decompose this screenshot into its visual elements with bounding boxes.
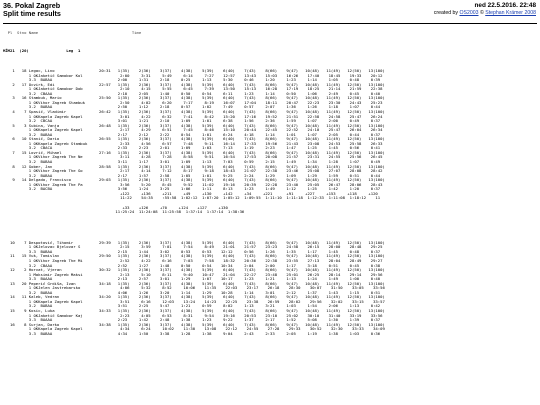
result-line: 12 2 Horvat, Vjeran 30:32 1(35) 2(36) 3(37) 4(38) 5(39) 6(40) 7(43) 8(66) 9(47) 10(48) 11(49) 12(50) 13(100) — [3, 267, 385, 273]
result-line: 1 18 Legac, Lino 20:31 1(35) 2(36) 3(37) 4(38) 5(39) 6(40) 7(43) 8(66) 9(47) 10(48) 11(49) 12(50) 13(100) — [3, 68, 385, 74]
page-header — [3, 2, 61, 18]
result-line: 3.2 BABAA 3:51 2:25 5:47 1:21 0:59 8:02 1:13 3:21 1:03 1:54 2:06 1:13 0:42 — [3, 303, 381, 309]
result-line: 7 15 Lovrić, Mihael 27:16 1(35) 2(36) 3(37) 4(38) 5(39) 6(40) 7(43) 8(66) 9(47) 10(48) 11(49) 12(50) 13(100) — [3, 149, 385, 155]
result-line: 16 8 Surjan, Darko 34:38 1(35) 2(36) 3(37) 4(38) 5(39) 6(40) 7(43) 8(66) 9(47) 10(48) 11(49) 12(50) 13(100) — [3, 321, 385, 327]
credit-link-author[interactable]: Stephan Krämer 2008 — [485, 10, 536, 16]
result-line: 1 OKJaketić Samobor Dob 2:10 4:15 5:55 6:45 7:39 13:50 15:13 16:28 17:19 18:25 21:14 21:59 22:38 — [3, 86, 383, 92]
result-line: +122 +136 +211 +49 +130 +142 +34 +221 +91 +227 +153 +118 +120 — [3, 190, 378, 196]
result-line: 1 OKVihor Zagreb The Pa 3:56 5:20 8:45 9:52 11:02 19:16 20:39 22:28 23:40 25:05 26:47 28:06 28:43 — [3, 181, 383, 187]
result-line: 3.3 BAAAA 2:13 2:57 3:01 1:29 1:07 10:17 1:23 1:21 1:13 1:24 1:49 1:00 0:40 — [3, 276, 381, 282]
report-date: ned 22.5.2016. 22:48 — [474, 2, 536, 9]
result-line: 13 20 Peperić Grdiša, Ivan 34:18 1(35) 2(36) 3(37) 4(38) 5(39) 6(40) 7(43) 8(66) 9(47) 10(48) 11(49) 12(50) 13(100) — [3, 280, 385, 286]
credit-separator: © — [478, 10, 486, 16]
result-line: 9 14 Delgado, Francisco 29:03 1(35) 2(36) 3(37) 4(38) 5(39) 6(40) 7(43) 8(66) 9(47) 10(48) 11(49) 12(50) 13(100) — [3, 177, 385, 183]
result-line: 3.3 BABAA 2:15 1:44 3:02 0:53 0:53 12:12 0:56 1:26 1:35 1:17 1:45 0:48 0:37 — [3, 248, 381, 254]
result-line: 3.2 BABAA 4:06 1:26 3:20 1:14 1:29 10:28 1:14 3:01 2:12 1:37 1:43 1:15 0:51 — [3, 289, 381, 295]
result-line: 1 OKKapela Zagreb Kapel 3:01 4:22 6:32 7:41 8:42 15:20 17:16 19:52 21:51 22:58 24:58 25:47 26:24 — [3, 113, 383, 119]
result-line: 3.3 BAAAA 2:23 1:42 2:48 1:38 1:23 9:22 1:37 2:17 1:52 5:08 1:30 1:39 0:37 — [3, 317, 381, 323]
result-line: +33 +126 +70 +124 +127 +130 — [3, 204, 228, 210]
results-group-2 — [3, 241, 385, 336]
result-line: 3.3 BABAA 4:34 1:50 3:38 1:28 1:38 9:04 2:43 2:33 2:05 1:19 1:38 1:03 0:36 — [3, 330, 381, 336]
result-line: 15 9 Kosic, Luka 34:33 1(35) 2(36) 3(37) 4(38) 5(39) 6(40) 7(43) 8(66) 9(47) 10(48) 11(49) 12(50) 13(100) — [3, 307, 385, 313]
result-line: 1 OKKapela Zagreb Kapel 2:17 4:29 6:51 7:45 8:46 15:10 20:44 22:45 22:52 24:10 25:47 26:04 26:34 — [3, 127, 383, 133]
result-line: 1 OKJelovac Bjelovar S 2:15 3:59 7:01 7:54 8:49 21:01 21:57 23:23 24:58 26:15 28:00 28:48 29:25 — [3, 244, 383, 250]
result-line: 3.2 BABAA 2:17 2:12 2:22 0:54 1:01 6:24 4:18 1:14 1:01 1:07 2:05 0:44 0:37 — [3, 131, 381, 137]
result-line: 1 OKJaketić Samobor Kol 2:00 3:31 5:49 6:14 7:27 12:57 13:43 15:03 16:26 17:40 18:45 19:33 20:12 — [3, 72, 383, 78]
result-line: 11:25:24 11:24:08 11:25:58 1:37:14 1:37:14 1:38:36 — [3, 209, 245, 215]
result-line: 11 15 Vuk, Tomislav 29:50 1(35) 2(36) 3(37) 4(38) 5(39) 6(40) 7(43) 8(66) 9(47) 10(48) 11(49) 12(50) 13(100) — [3, 253, 385, 259]
result-line: 3.3 BABAA 2:00 1:31 2:18 0:25 1:13 5:30 0:46 1:20 1:23 1:14 1:05 0:48 0:39 — [3, 77, 381, 83]
result-line: 3.2 CBAAA 2:10 2:05 1:40 0:50 0:54 6:11 1:23 1:14 0:50 1:06 2:49 0:45 0:40 — [3, 90, 381, 96]
result-line: 1 OKKapela Zagreb Stambuk 2:33 4:56 6:57 7:48 9:11 16:14 17:33 19:56 21:43 23:08 24:53 25:58 26:33 — [3, 140, 383, 146]
header-divider — [3, 23, 537, 24]
credit-link-os2003[interactable]: OS2003 — [459, 10, 479, 16]
result-line: 1 OKVihor Zagreb Stambuk 2:50 4:02 6:20 7:17 8:19 16:07 17:04 18:11 20:47 22:23 23:30 24:43 25:23 — [3, 99, 383, 105]
result-line: 3.2 CBAAA 2:52 1:27 1:48 0:50 0:54 10:34 2:04 2:00 1:17 3:18 0:51 0:45 0:38 — [3, 262, 381, 268]
result-line: 3 16 Stambuk, Mario 25:50 1(35) 2(36) 3(37) 4(38) 5(39) 6(40) 7(43) 8(66) 9(47) 10(48) 11(49) 12(50) 13(100) — [3, 95, 385, 101]
credit-prefix: created by — [433, 10, 460, 16]
result-line: 6 10 Stanić, Dario 26:55 1(35) 2(36) 3(37) 4(38) 5(39) 6(40) 7(43) 8(66) 9(47) 10(48) 11(49) 12(50) 13(100) — [3, 136, 385, 142]
results-block — [3, 60, 385, 341]
result-line: 1 Maksimir Zagreb Maksi 2:13 5:10 8:11 9:40 10:47 21:04 22:27 23:48 25:01 26:25 28:14 29:14 29:56 — [3, 271, 383, 277]
result-line: 3.2 BABAA 3:11 1:17 3:01 1:09 1:13 7:03 0:59 2:15 1:49 1:34 1:28 1:07 0:49 — [3, 159, 381, 165]
result-line: 14 11 Kaleb, Vedran 34:20 1(35) 2(36) 3(37) 4(38) 5(39) 6(40) 7(43) 8(66) 9(47) 10(48) 11(49) 12(50) 13(100) — [3, 294, 385, 300]
result-line: 1 OKJelen Jastrebarsko 4:06 5:32 8:52 10:06 11:35 22:03 23:17 26:18 28:30 30:07 31:50 33:05 33:56 — [3, 285, 385, 291]
result-line: 4 7 Spasić, Vladimir 26:42 1(35) 2(36) 3(37) 4(38) 5(39) 6(40) 7(43) 8(66) 9(47) 10(48) 11(49) 12(50) 13(100) — [3, 109, 385, 115]
result-line: 1 OKKapela Zagreb Kapel 3:51 6:16 12:03 13:24 14:23 22:25 23:38 26:59 28:02 29:56 32:02 33:15 33:57 — [3, 298, 385, 304]
result-line: 1 OKVihor Zagreb The Mi 2:52 4:22 6:16 7:03 7:58 18:32 20:36 22:38 23:55 27:13 28:04 28:49 29:27 — [3, 257, 383, 263]
result-line: 1 OKKapela Zagreb Kapel 4:34 6:24 10:02 11:30 13:08 22:12 24:55 27:28 29:33 30:52 32:30 33:33 34:09 — [3, 326, 385, 332]
result-line: 1 OKJaketić Samobor Kaj 2:23 4:05 6:53 8:31 9:54 19:16 20:53 23:10 25:02 30:10 31:40 33:19 33:56 — [3, 312, 383, 318]
credit-line — [434, 10, 536, 17]
result-line: 3.2 BABAA 2:50 1:12 2:18 0:57 1:02 7:49 0:57 2:07 1:36 1:26 1:18 1:07 0:44 — [3, 104, 381, 110]
page-subtitle: Split time results — [3, 9, 61, 18]
result-line: 2 17 Ocvirk, Edi 22:57 1(35) 2(36) 3(37) 4(38) 5(39) 6(40) 7(43) 8(66) 9(47) 10(48) 11(49) 12(50) 13(100) — [3, 81, 385, 87]
header-meta — [434, 2, 536, 17]
result-line: 8 12 Gober, Jan 28:58 1(35) 2(36) 3(37) 4(38) 5(39) 6(40) 7(43) 8(66) 9(47) 10(48) 11(49) 12(50) 13(100) — [3, 163, 385, 169]
results-group-1 — [3, 69, 385, 215]
column-headers: Pl Stno Name Time — [3, 30, 142, 35]
result-line: 3.2 CBACA 2:33 2:23 2:01 1:09 1:03 7:13 1:19 2:23 1:47 1:25 1:45 0:56 0:41 — [3, 145, 381, 151]
result-line: 1 OKVihor Zagreb The Ne 3:11 4:28 7:28 8:58 9:51 16:54 17:53 20:08 21:57 23:31 24:55 25:56 26:45 — [3, 154, 383, 160]
result-line: 3.2 BABAA 2:17 1:57 2:58 1:05 1:01 9:25 2:24 1:29 1:09 1:29 1:59 0:51 0:44 — [3, 172, 381, 178]
result-line: 10 7 Despotović, Tihomir 29:39 1(35) 2(36) 3(37) 4(38) 5(39) 6(40) 7(43) 8(66) 9(47) 10(48) 11(49) 12(50) 13(100) — [3, 239, 385, 245]
event-title: 36. Pokal Zagreb — [3, 1, 61, 10]
result-line: 11:22 54:35 :55:58 1:02:12 1:07:20 1:05:12 1:09:55 1:11:10 1:11:18 1:12:33 1:11:08 1:18:12 11 — [3, 195, 381, 201]
result-line: 3.2 CBCAA 3:01 1:21 2:10 1:09 1:01 6:38 1:56 2:36 1:59 1:07 2:00 0:49 0:37 — [3, 118, 381, 124]
class-heading: MŽM21 (20) Leg 1 — [3, 48, 81, 53]
result-line: 1 OKVihor Zagreb The Go 2:17 4:14 7:12 8:17 9:18 18:43 21:07 22:38 23:46 25:08 27:07 28:08 28:42 — [3, 168, 383, 174]
group-spacer — [3, 224, 385, 232]
result-line: 3.2 BACBA 3:56 1:24 3:25 1:06 1:11 8:13 1:23 1:49 1:12 1:25 1:42 1:20 0:37 — [3, 186, 381, 192]
result-line: 5 3 Subina, Vanja 26:48 1(35) 2(36) 3(37) 4(38) 5(39) 6(40) 7(43) 8(66) 9(47) 10(48) 11(49) 12(50) 13(100) — [3, 122, 385, 128]
